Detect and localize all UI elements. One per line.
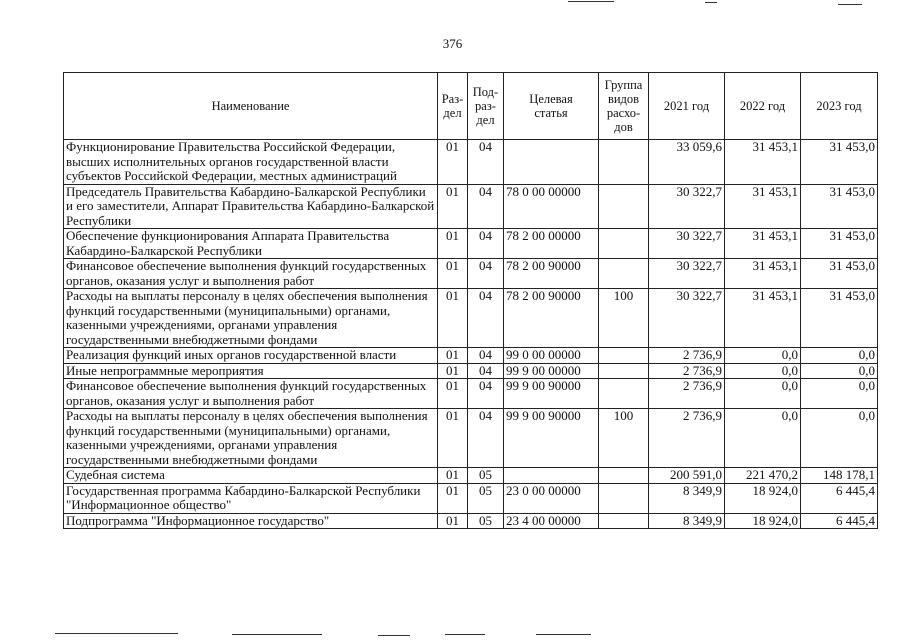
cell-section: 01 (438, 348, 468, 364)
header-2023: 2023 год (801, 73, 878, 140)
scan-artifact-line (378, 635, 410, 636)
cell-name: Финансовое обеспечение выполнения функций государственных органов, оказания услуг и выполнения работ (64, 259, 438, 289)
cell-group: 100 (599, 289, 649, 348)
cell-section: 01 (438, 468, 468, 484)
header-section (438, 73, 468, 140)
cell-group (599, 184, 649, 229)
table-row (64, 229, 878, 259)
cell-target: 99 9 00 90000 (504, 379, 599, 409)
scan-artifact-line (568, 1, 614, 2)
cell-2023: 31 453,0 (801, 184, 878, 229)
table-row (64, 513, 878, 529)
scan-artifact-line (536, 634, 591, 635)
table-row (64, 348, 878, 364)
scan-artifact-line (705, 2, 717, 3)
cell-2022: 31 453,1 (725, 289, 801, 348)
cell-2023: 31 453,0 (801, 289, 878, 348)
cell-2022: 31 453,1 (725, 140, 801, 185)
cell-target (504, 468, 599, 484)
header-name: Наименование (64, 73, 438, 140)
cell-2021: 2 736,9 (649, 348, 725, 364)
header-row (64, 73, 878, 140)
cell-2021: 30 322,7 (649, 289, 725, 348)
cell-target: 78 2 00 90000 (504, 289, 599, 348)
cell-name: Финансовое обеспечение выполнения функций государственных органов, оказания услуг и выполнения работ (64, 379, 438, 409)
cell-section: 01 (438, 513, 468, 529)
cell-2022: 0,0 (725, 409, 801, 468)
table-row (64, 409, 878, 468)
scan-artifact-line (838, 4, 862, 5)
cell-2022: 0,0 (725, 348, 801, 364)
cell-name: Иные непрограммные мероприятия (64, 363, 438, 379)
cell-2021: 30 322,7 (649, 184, 725, 229)
cell-2023: 31 453,0 (801, 140, 878, 185)
cell-2022: 31 453,1 (725, 184, 801, 229)
cell-2022: 31 453,1 (725, 229, 801, 259)
cell-2021: 2 736,9 (649, 379, 725, 409)
header-group (599, 73, 649, 140)
cell-2021: 8 349,9 (649, 483, 725, 513)
cell-name: Подпрограмма "Информационное государство" (64, 513, 438, 529)
cell-subsection: 04 (468, 140, 504, 185)
cell-section: 01 (438, 409, 468, 468)
cell-group (599, 140, 649, 185)
cell-name: Расходы на выплаты персоналу в целях обеспечения выполнения функций государственными (муниципальными) органами, казенными учреждениями, органами управления государственными внебюджетными фондами (64, 409, 438, 468)
page-number: 376 (442, 36, 463, 51)
header-subsection-text: Под- раз- дел (472, 85, 499, 127)
table-row (64, 468, 878, 484)
budget-table (63, 72, 878, 529)
header-subsection (468, 73, 504, 140)
cell-section: 01 (438, 379, 468, 409)
cell-name: Обеспечение функционирования Аппарата Правительства Кабардино-Балкарской Республики (64, 229, 438, 259)
cell-2023: 0,0 (801, 363, 878, 379)
cell-subsection: 04 (468, 363, 504, 379)
cell-name: Председатель Правительства Кабардино-Балкарской Республики и его заместители, Аппарат Правительства Кабардино-Балкарской Республики (64, 184, 438, 229)
cell-2022: 31 453,1 (725, 259, 801, 289)
header-2021: 2021 год (649, 73, 725, 140)
cell-2023: 0,0 (801, 348, 878, 364)
cell-section: 01 (438, 363, 468, 379)
cell-2023: 6 445,4 (801, 513, 878, 529)
cell-2022: 18 924,0 (725, 483, 801, 513)
table-row (64, 483, 878, 513)
cell-group (599, 229, 649, 259)
cell-2022: 221 470,2 (725, 468, 801, 484)
cell-target: 78 2 00 00000 (504, 229, 599, 259)
cell-group (599, 513, 649, 529)
cell-subsection: 04 (468, 348, 504, 364)
cell-2023: 0,0 (801, 379, 878, 409)
scan-artifact-line (232, 634, 322, 635)
cell-target: 23 0 00 00000 (504, 483, 599, 513)
cell-target: 99 9 00 00000 (504, 363, 599, 379)
cell-group (599, 259, 649, 289)
cell-section: 01 (438, 289, 468, 348)
cell-group (599, 379, 649, 409)
cell-target: 99 0 00 00000 (504, 348, 599, 364)
cell-2021: 8 349,9 (649, 513, 725, 529)
cell-2022: 18 924,0 (725, 513, 801, 529)
table-row (64, 363, 878, 379)
cell-section: 01 (438, 184, 468, 229)
scan-artifact-line (55, 633, 178, 634)
cell-2021: 200 591,0 (649, 468, 725, 484)
table-row (64, 259, 878, 289)
cell-subsection: 04 (468, 229, 504, 259)
cell-group (599, 363, 649, 379)
cell-subsection: 05 (468, 513, 504, 529)
header-group-text: Группа видов расхо- дов (604, 78, 643, 134)
cell-section: 01 (438, 229, 468, 259)
scan-artifact-line (445, 634, 485, 635)
cell-subsection: 04 (468, 184, 504, 229)
table-row (64, 184, 878, 229)
cell-target: 23 4 00 00000 (504, 513, 599, 529)
cell-target: 78 0 00 00000 (504, 184, 599, 229)
cell-2023: 6 445,4 (801, 483, 878, 513)
cell-target (504, 140, 599, 185)
cell-2021: 30 322,7 (649, 259, 725, 289)
cell-group (599, 348, 649, 364)
cell-target: 99 9 00 90000 (504, 409, 599, 468)
cell-group (599, 468, 649, 484)
cell-group (599, 483, 649, 513)
cell-2022: 0,0 (725, 363, 801, 379)
cell-subsection: 05 (468, 483, 504, 513)
cell-2023: 31 453,0 (801, 229, 878, 259)
cell-name: Функционирование Правительства Российской Федерации, высших исполнительных органов государственной власти субъектов Российской Федерации, местных администраций (64, 140, 438, 185)
cell-2023: 0,0 (801, 409, 878, 468)
cell-subsection: 04 (468, 289, 504, 348)
cell-name: Расходы на выплаты персоналу в целях обеспечения выполнения функций государственными (муниципальными) органами, казенными учреждениями, органами управления государственными внебюджетными фондами (64, 289, 438, 348)
cell-section: 01 (438, 259, 468, 289)
cell-2023: 31 453,0 (801, 259, 878, 289)
cell-2021: 2 736,9 (649, 409, 725, 468)
table-row (64, 140, 878, 185)
cell-subsection: 04 (468, 379, 504, 409)
cell-group: 100 (599, 409, 649, 468)
cell-target: 78 2 00 90000 (504, 259, 599, 289)
cell-2021: 30 322,7 (649, 229, 725, 259)
cell-name: Государственная программа Кабардино-Балкарской Республики "Информационное общество" (64, 483, 438, 513)
header-target (504, 73, 599, 140)
cell-section: 01 (438, 140, 468, 185)
cell-section: 01 (438, 483, 468, 513)
header-2022: 2022 год (725, 73, 801, 140)
header-section-text: Раз- дел (441, 92, 464, 120)
cell-2023: 148 178,1 (801, 468, 878, 484)
cell-2021: 2 736,9 (649, 363, 725, 379)
cell-subsection: 04 (468, 409, 504, 468)
cell-name: Реализация функций иных органов государственной власти (64, 348, 438, 364)
cell-2021: 33 059,6 (649, 140, 725, 185)
cell-name: Судебная система (64, 468, 438, 484)
header-target-text: Целевая статья (529, 92, 573, 120)
cell-2022: 0,0 (725, 379, 801, 409)
table-row (64, 289, 878, 348)
cell-subsection: 05 (468, 468, 504, 484)
table-row (64, 379, 878, 409)
cell-subsection: 04 (468, 259, 504, 289)
